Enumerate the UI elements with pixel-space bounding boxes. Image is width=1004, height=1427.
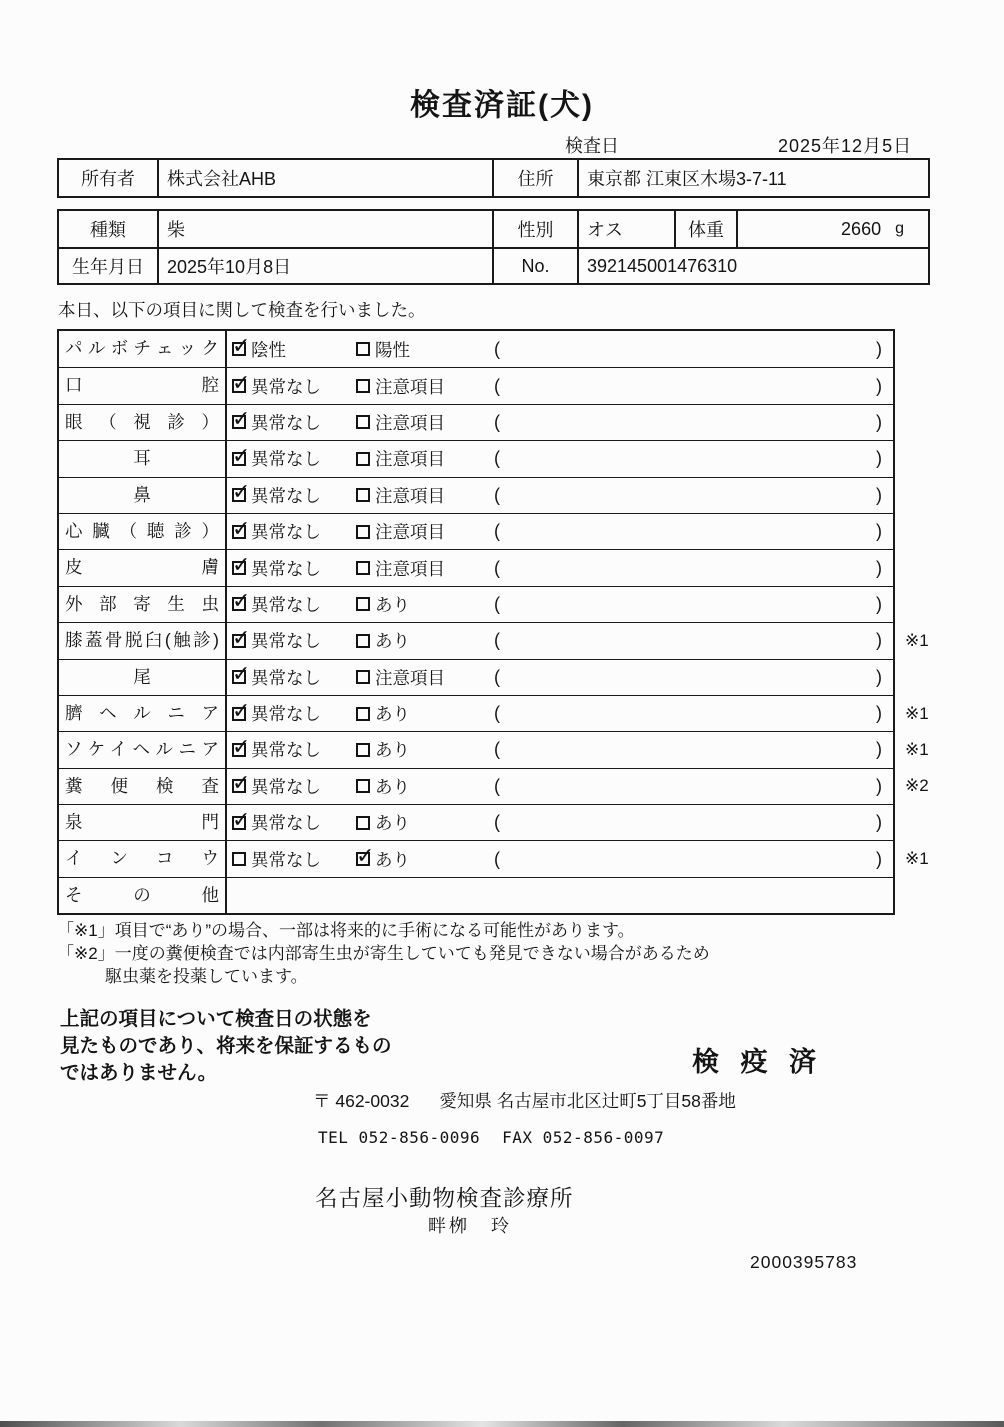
- document-title: 検査済証(犬): [410, 89, 594, 122]
- inspection-row-content: [227, 514, 893, 549]
- result-option-primary-label: 異常なし: [251, 522, 321, 543]
- result-option-secondary-label: 注意項目: [375, 522, 445, 543]
- result-option-primary-label: 異常なし: [251, 449, 321, 470]
- footnote-mark: ※1: [905, 630, 929, 650]
- disclaimer-block: [60, 1006, 430, 1087]
- footnote-line: 「※2」一度の糞便検査では内部寄生虫が寄生していても発見できない場合があるため: [57, 944, 710, 963]
- checkbox-icon: [232, 488, 246, 502]
- remarks-paren-close: ): [876, 521, 882, 542]
- checkbox-icon: [356, 561, 370, 575]
- disclaimer-line: ではありません。: [60, 1062, 218, 1084]
- remarks-paren-close: ): [876, 775, 882, 796]
- breed-row: [59, 211, 928, 247]
- inspection-row: [59, 804, 893, 840]
- result-option-secondary: [356, 587, 410, 622]
- inspection-row: [59, 477, 893, 513]
- weight-label: 体重: [674, 211, 736, 247]
- remarks-paren-open: (: [494, 593, 500, 614]
- disclaimer-line: 見たものであり、将来を保証するもの: [60, 1035, 392, 1057]
- checkbox-icon: [232, 525, 246, 539]
- birthdate-label: 生年月日: [72, 257, 144, 277]
- inspection-item-label: 眼（視診）: [59, 405, 227, 440]
- remarks-paren-open: (: [494, 411, 500, 432]
- inspection-row-content: [227, 878, 893, 913]
- checkbox-icon: [356, 525, 370, 539]
- sex-label: 性別: [492, 211, 577, 247]
- inspection-row: [59, 367, 893, 403]
- inspection-row: [59, 622, 929, 658]
- remarks-paren-close: ): [876, 630, 882, 651]
- result-option-primary: [232, 769, 321, 804]
- remarks-paren-open: (: [494, 666, 500, 687]
- checkbox-icon: [232, 379, 246, 393]
- remarks-paren-open: (: [494, 521, 500, 542]
- remarks-paren-open: (: [494, 739, 500, 760]
- checkbox-icon: [356, 379, 370, 393]
- clinic-name: 名古屋小動物検査診療所: [315, 1186, 574, 1211]
- footnote-line: 駆虫薬を投薬しています。: [105, 967, 308, 986]
- remarks-paren-open: (: [494, 775, 500, 796]
- checkbox-icon: [232, 670, 246, 684]
- inspection-row-content: [227, 841, 893, 876]
- inspection-row-content: [227, 769, 893, 804]
- inspection-item-label: パルボチェック: [59, 331, 227, 367]
- inspection-item-label: その他: [59, 878, 227, 913]
- result-option-secondary-label: あり: [375, 813, 410, 834]
- inspection-row-content: [227, 623, 893, 658]
- remarks-paren-open: (: [494, 848, 500, 869]
- result-option-secondary-label: あり: [375, 631, 410, 652]
- checkbox-icon: [232, 452, 246, 466]
- result-option-secondary-label: あり: [375, 740, 410, 761]
- inspection-row: [59, 840, 929, 876]
- result-option-primary-label: 異常なし: [251, 412, 321, 433]
- remarks-paren-open: (: [494, 812, 500, 833]
- checkbox-icon: [356, 597, 370, 611]
- result-option-primary-label: 異常なし: [251, 776, 321, 797]
- result-option-secondary: [356, 660, 445, 695]
- result-option-secondary: [356, 841, 410, 876]
- checkbox-icon: [232, 743, 246, 757]
- inspection-row-content: [227, 587, 893, 622]
- birthdate-value: 2025年10月8日: [157, 249, 492, 283]
- result-option-secondary: [356, 478, 445, 513]
- inspection-row-content: [227, 331, 893, 367]
- veterinarian-name: 畔栁 玲: [428, 1216, 512, 1236]
- inspection-row: [59, 731, 929, 767]
- result-option-secondary: [356, 514, 445, 549]
- inspection-row: [59, 404, 893, 440]
- checkbox-icon: [232, 561, 246, 575]
- inspection-row: [59, 331, 893, 367]
- remarks-paren-close: ): [876, 338, 882, 359]
- inspection-row-content: [227, 478, 893, 513]
- result-option-primary: [232, 514, 321, 549]
- breed-label: 種類: [90, 220, 126, 240]
- intro-text: 本日、以下の項目に関して検査を行いました。: [58, 300, 426, 320]
- result-option-primary: [232, 331, 286, 367]
- document-serial-number: 2000395783: [750, 1252, 858, 1272]
- result-option-primary: [232, 660, 321, 695]
- checkbox-icon: [356, 488, 370, 502]
- result-option-secondary: [356, 331, 410, 367]
- result-option-secondary-label: あり: [375, 704, 410, 725]
- checkbox-icon: [356, 852, 370, 866]
- result-option-primary-label: 異常なし: [251, 704, 321, 725]
- inspection-row: [59, 513, 893, 549]
- remarks-paren-close: ): [876, 593, 882, 614]
- inspection-row: [59, 549, 893, 585]
- result-option-secondary: [356, 732, 410, 767]
- result-option-secondary-label: 注意項目: [375, 376, 445, 397]
- result-option-secondary: [356, 550, 445, 585]
- inspection-row-content: [227, 368, 893, 403]
- clinic-address-line: [313, 1088, 736, 1113]
- result-option-primary: [232, 696, 321, 731]
- scan-edge-artifact: [0, 1421, 1004, 1427]
- result-option-secondary: [356, 441, 445, 476]
- animal-info-table: [57, 209, 930, 285]
- checkbox-icon: [356, 743, 370, 757]
- result-option-primary: [232, 441, 321, 476]
- result-option-primary-label: 異常なし: [251, 740, 321, 761]
- result-option-primary-label: 異常なし: [251, 558, 321, 579]
- inspection-item-label: 鼻: [59, 478, 227, 513]
- remarks-paren-close: ): [876, 484, 882, 505]
- result-option-secondary: [356, 805, 410, 840]
- inspection-row: [59, 768, 929, 804]
- inspection-row: [59, 877, 893, 913]
- inspection-item-label: 心臓（聴診）: [59, 514, 227, 549]
- result-option-secondary-label: あり: [375, 594, 410, 615]
- result-option-secondary-label: あり: [375, 849, 410, 870]
- result-option-secondary: [356, 368, 445, 403]
- clinic-contact-line: [318, 1128, 664, 1147]
- result-option-primary: [232, 550, 321, 585]
- result-option-secondary-label: 陽性: [375, 339, 410, 360]
- result-option-primary-label: 異常なし: [251, 376, 321, 397]
- remarks-paren-close: ): [876, 739, 882, 760]
- checkbox-icon: [356, 779, 370, 793]
- result-option-secondary-label: あり: [375, 776, 410, 797]
- inspection-item-label: 糞便検査: [59, 769, 227, 804]
- owner-value: 株式会社AHB: [157, 160, 492, 196]
- sex-value: オス: [577, 211, 674, 247]
- owner-label: 所有者: [81, 169, 135, 189]
- remarks-paren-open: (: [494, 703, 500, 724]
- inspection-row-content: [227, 405, 893, 440]
- inspection-item-label: 耳: [59, 441, 227, 476]
- inspection-row-content: [227, 441, 893, 476]
- footnotes-block: [57, 919, 710, 988]
- result-option-primary: [232, 478, 321, 513]
- checkbox-icon: [356, 342, 370, 356]
- address-value: 東京都 江東区木場3-7-11: [577, 160, 928, 196]
- remarks-paren-close: ): [876, 812, 882, 833]
- inspection-item-label: 外部寄生虫: [59, 587, 227, 622]
- footnote-mark: ※1: [905, 703, 929, 723]
- clinic-postal-code: 〒 462-0032: [313, 1091, 410, 1111]
- result-option-primary: [232, 368, 321, 403]
- checkbox-icon: [232, 707, 246, 721]
- weight-value: [736, 211, 928, 247]
- result-option-secondary: [356, 696, 410, 731]
- remarks-paren-open: (: [494, 484, 500, 505]
- result-option-primary-label: 異常なし: [251, 594, 321, 615]
- inspection-row-content: [227, 805, 893, 840]
- checkbox-icon: [232, 597, 246, 611]
- result-option-primary-label: 異常なし: [251, 631, 321, 652]
- remarks-paren-close: ): [876, 848, 882, 869]
- inspection-date-label: 検査日: [565, 136, 619, 156]
- checkbox-icon: [232, 415, 246, 429]
- no-value: 392145001476310: [577, 249, 928, 283]
- result-option-secondary: [356, 769, 410, 804]
- clinic-tel: TEL 052-856-0096: [318, 1128, 481, 1147]
- checkbox-icon: [356, 707, 370, 721]
- checkbox-icon: [356, 415, 370, 429]
- remarks-paren-open: (: [494, 338, 500, 359]
- remarks-paren-close: ): [876, 411, 882, 432]
- remarks-paren-open: (: [494, 375, 500, 396]
- inspection-row: [59, 440, 893, 476]
- checkbox-icon: [232, 342, 246, 356]
- inspection-item-label: 尾: [59, 660, 227, 695]
- inspection-row: [59, 695, 929, 731]
- result-option-primary-label: 異常なし: [251, 485, 321, 506]
- disclaimer-line: 上記の項目について検査日の状態を: [60, 1008, 372, 1030]
- checkbox-icon: [356, 634, 370, 648]
- inspection-table-body: [59, 331, 929, 913]
- remarks-paren-close: ): [876, 448, 882, 469]
- checkbox-icon: [356, 452, 370, 466]
- inspection-item-label: インコウ: [59, 841, 227, 876]
- weight-unit: g: [895, 220, 904, 237]
- result-option-secondary: [356, 623, 410, 658]
- address-label: 住所: [492, 160, 577, 196]
- footnote-mark: ※2: [905, 776, 929, 796]
- checkbox-icon: [356, 816, 370, 830]
- result-option-primary: [232, 587, 321, 622]
- result-option-secondary-label: 注意項目: [375, 449, 445, 470]
- result-option-primary-label: 異常なし: [251, 813, 321, 834]
- inspection-item-label: 泉門: [59, 805, 227, 840]
- inspection-item-label: 口腔: [59, 368, 227, 403]
- checkbox-icon: [232, 816, 246, 830]
- result-option-primary: [232, 732, 321, 767]
- inspection-row-content: [227, 732, 893, 767]
- inspection-item-label: 臍ヘルニア: [59, 696, 227, 731]
- footnote-line: 「※1」項目で“あり”の場合、一部は将来的に手術になる可能性があります。: [57, 921, 635, 940]
- result-option-primary-label: 異常なし: [251, 667, 321, 688]
- remarks-paren-open: (: [494, 448, 500, 469]
- owner-row: [59, 160, 928, 196]
- birthdate-row: [59, 247, 928, 283]
- inspection-row: [59, 586, 893, 622]
- owner-info-table: [57, 158, 930, 198]
- checkbox-icon: [232, 634, 246, 648]
- result-option-secondary: [356, 405, 445, 440]
- result-option-secondary-label: 注意項目: [375, 667, 445, 688]
- clinic-fax: FAX 052-856-0097: [502, 1128, 665, 1147]
- result-option-primary: [232, 623, 321, 658]
- clinic-address: 愛知県 名古屋市北区辻町5丁目58番地: [439, 1091, 736, 1111]
- weight-number: 2660: [841, 218, 882, 239]
- inspection-row-content: [227, 696, 893, 731]
- inspection-item-label: 皮膚: [59, 550, 227, 585]
- footnote-mark: ※1: [905, 739, 929, 759]
- inspection-date-value: 2025年12月5日: [778, 136, 913, 156]
- result-option-secondary-label: 注意項目: [375, 412, 445, 433]
- checkbox-icon: [232, 852, 246, 866]
- breed-value: 柴: [157, 211, 492, 247]
- inspection-row-content: [227, 550, 893, 585]
- remarks-paren-close: ): [876, 557, 882, 578]
- inspection-item-label: ソケイヘルニア: [59, 732, 227, 767]
- inspection-row-content: [227, 660, 893, 695]
- remarks-paren-open: (: [494, 630, 500, 651]
- result-option-secondary-label: 注意項目: [375, 485, 445, 506]
- inspection-item-label: 膝蓋骨脱臼(触診): [59, 623, 227, 658]
- checkbox-icon: [356, 670, 370, 684]
- result-option-primary-label: 陰性: [251, 339, 286, 360]
- result-option-primary-label: 異常なし: [251, 849, 321, 870]
- remarks-paren-close: ): [876, 666, 882, 687]
- result-option-primary: [232, 805, 321, 840]
- remarks-paren-close: ): [876, 703, 882, 724]
- result-option-secondary-label: 注意項目: [375, 558, 445, 579]
- remarks-paren-close: ): [876, 375, 882, 396]
- footnote-mark: ※1: [905, 849, 929, 869]
- quarantine-stamp: 検 疫 済: [692, 1047, 824, 1077]
- checkbox-icon: [232, 779, 246, 793]
- inspection-table: [57, 329, 929, 915]
- result-option-primary: [232, 405, 321, 440]
- result-option-primary: [232, 841, 321, 876]
- no-label: No.: [492, 249, 577, 283]
- inspection-row: [59, 659, 893, 695]
- remarks-paren-open: (: [494, 557, 500, 578]
